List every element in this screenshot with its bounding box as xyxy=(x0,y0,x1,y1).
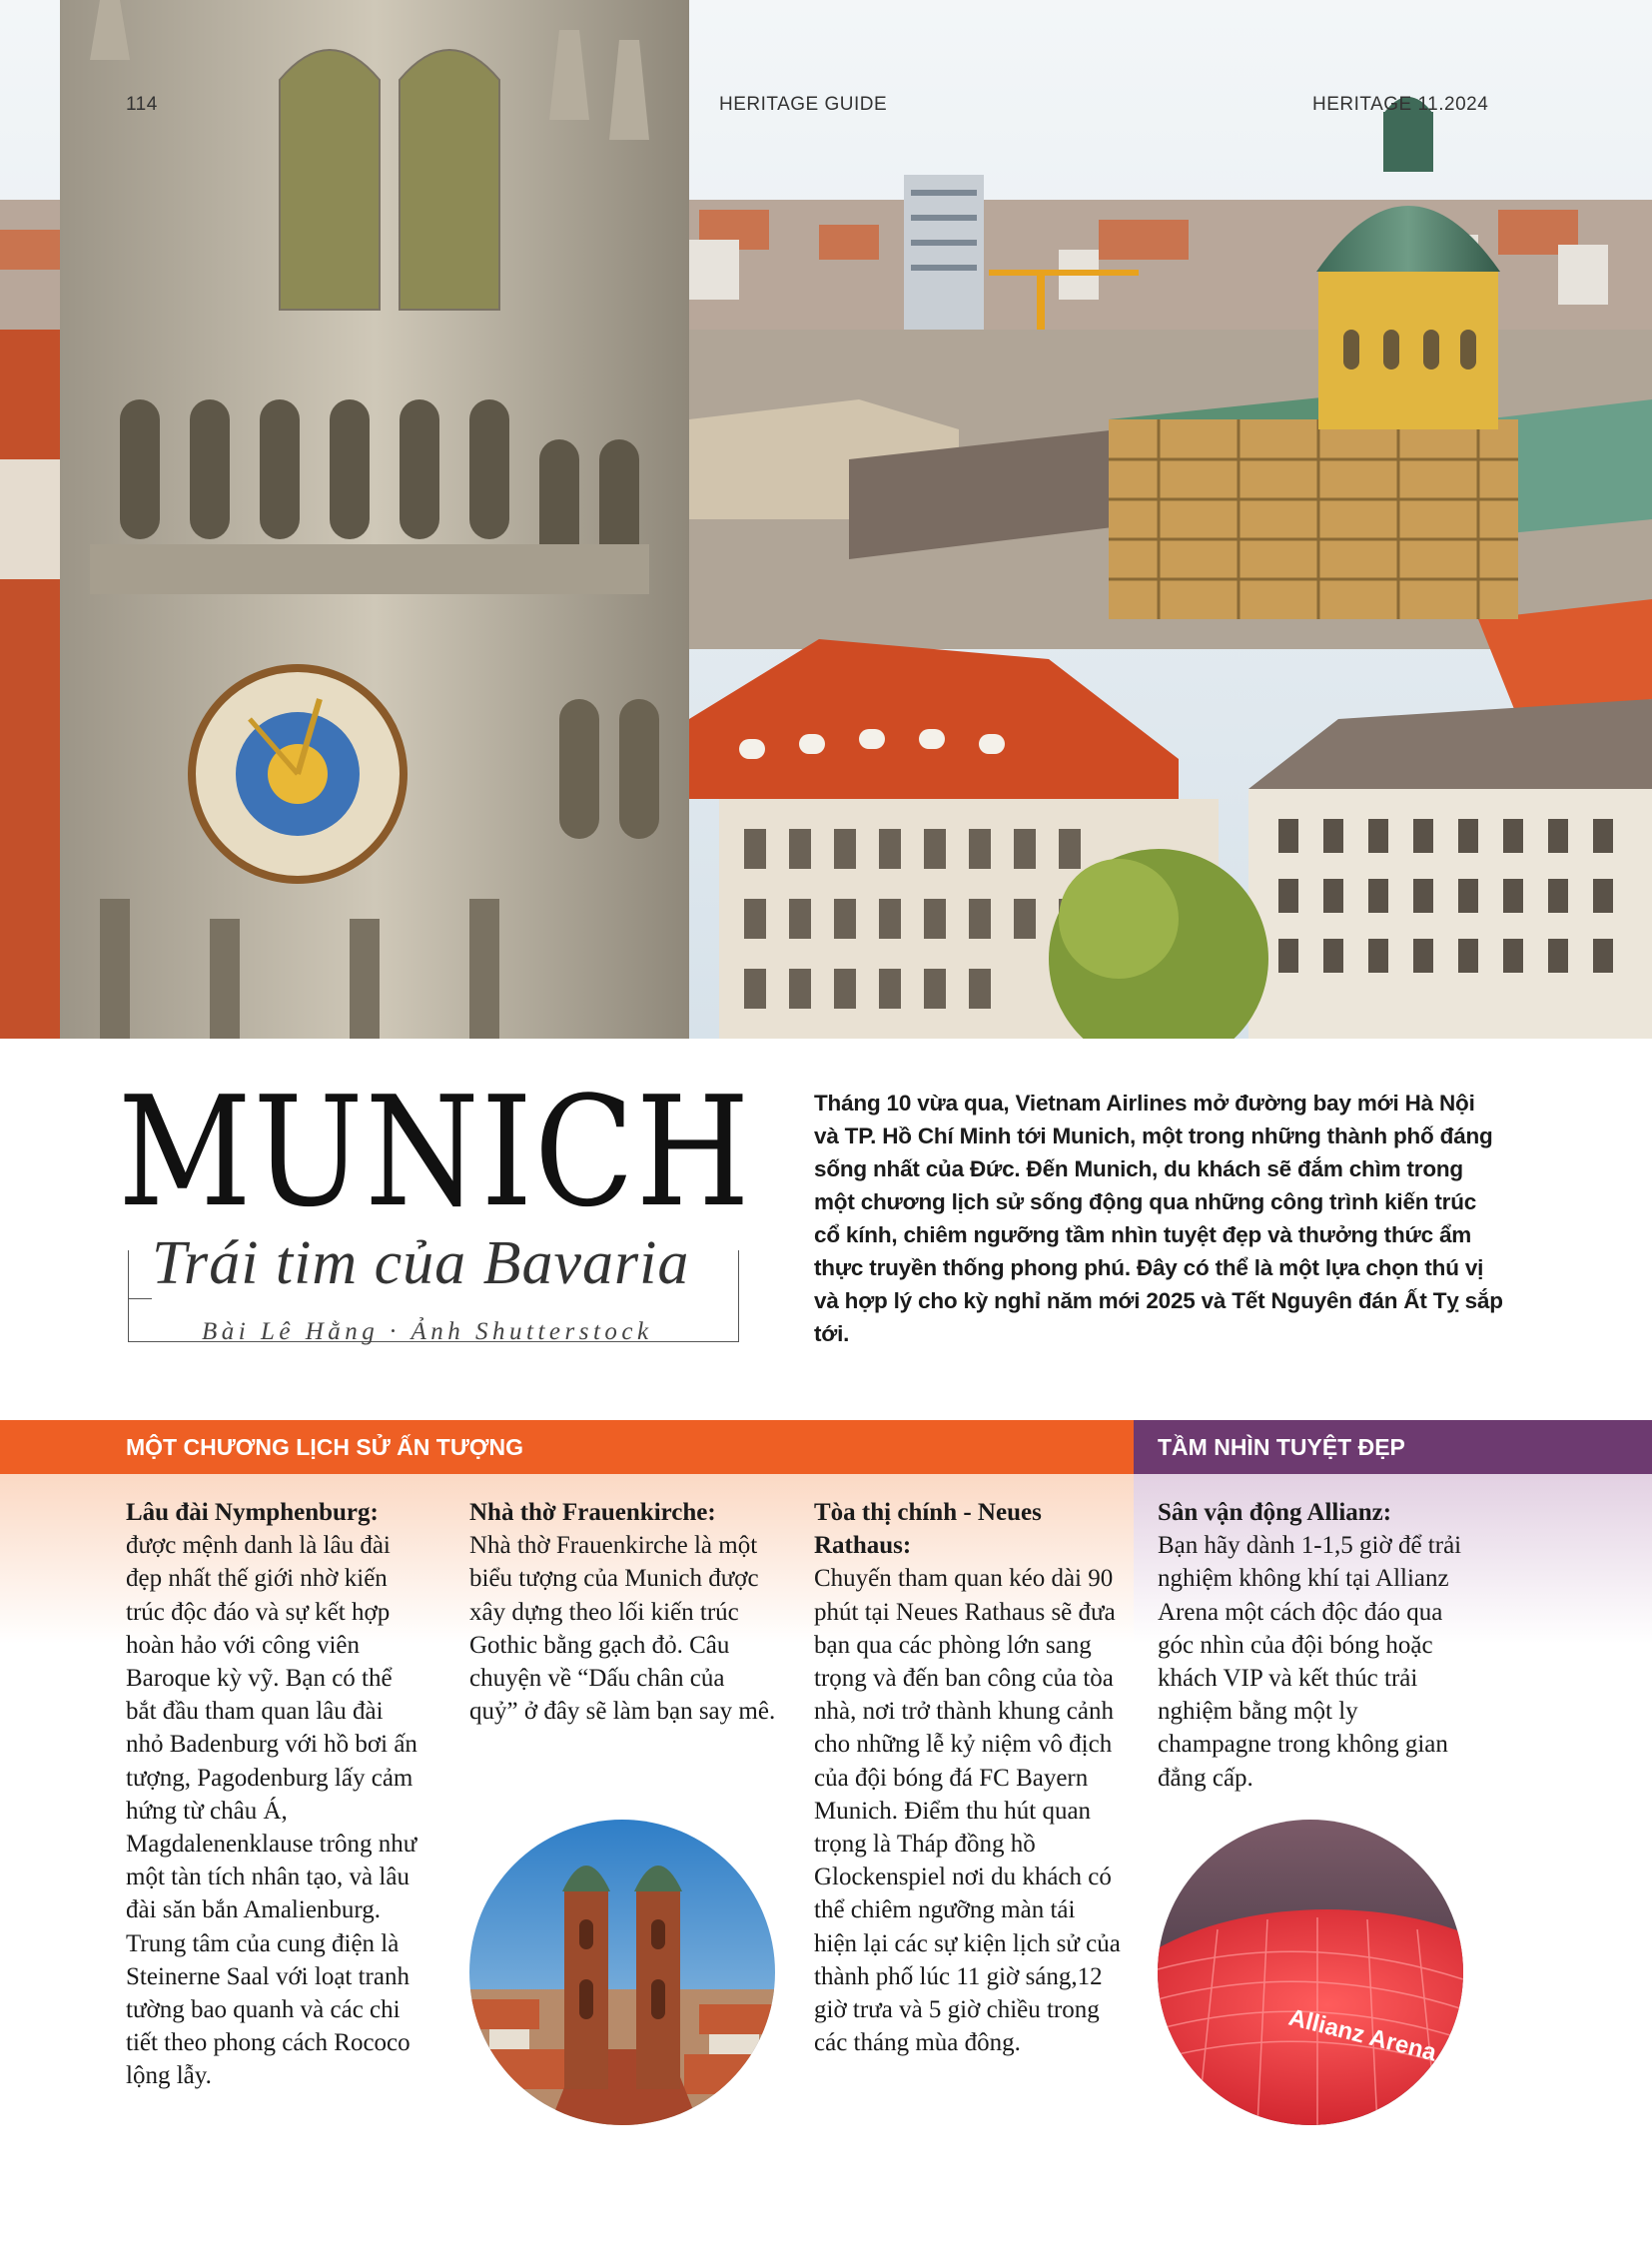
page-number: 114 xyxy=(126,94,158,115)
article-title: MUNICH xyxy=(118,1064,752,1240)
allianz-arena-photo xyxy=(1158,1820,1463,2125)
column-heading: Tòa thị chính - Neues Rathaus: xyxy=(814,1499,1042,1560)
column-neues-rathaus xyxy=(814,1496,1124,2059)
column-nymphenburg xyxy=(126,1496,425,2093)
column-heading: Sân vận động Allianz: xyxy=(1158,1499,1392,1526)
arena-sign: Allianz Arena xyxy=(1285,2003,1439,2067)
publication-name: HERITAGE GUIDE xyxy=(719,94,888,115)
column-heading: Lâu đài Nymphenburg: xyxy=(126,1499,379,1526)
column-body: Nhà thờ Frauenkirche là một biểu tượng của Munich được xây dựng theo lối kiến trúc Gothic bằng gạch đỏ. Câu chuyện về “Dấu chân của quỷ” ở đây sẽ làm bạn say mê. xyxy=(469,1532,776,1726)
column-body: Bạn hãy dành 1-1,5 giờ để trải nghiệm không khí tại Allianz Arena một cách độc đáo qua góc nhìn của đội bóng hoặc khách VIP và kết thúc trải nghiệm bằng một ly champagne trong không gian đẳng cấp. xyxy=(1158,1532,1462,1792)
article-byline: Bài Lê Hằng · Ảnh Shutterstock xyxy=(202,1318,653,1345)
column-body: Chuyến tham quan kéo dài 90 phút tại Neues Rathaus sẽ đưa bạn qua các phòng lớn sang trọng và đến ban công của tòa nhà, nơi trở thành khung cảnh cho những lễ kỷ niệm vô địch của đội bóng đá FC Bayern Munich. Điểm thu hút quan trọng là Tháp đồng hồ Glockenspiel nơi du khách có thể chiêm ngưỡng màn tái hiện lại các sự kiện lịch sử của thành phố lúc 11 giờ sáng,12 giờ trưa và 5 giờ chiều trong các tháng mùa đông. xyxy=(814,1565,1121,2057)
column-frauenkirche xyxy=(469,1496,779,1728)
frauenkirche-photo xyxy=(469,1820,775,2125)
column-allianz xyxy=(1158,1496,1477,1795)
article-subtitle: Trái tim của Bavaria xyxy=(152,1229,690,1297)
allianz-arena-illustration xyxy=(1158,1820,1463,2125)
issue-label: HERITAGE 11.2024 xyxy=(1312,94,1489,115)
section-header-history: MỘT CHƯƠNG LỊCH SỬ ẤN TƯỢNG xyxy=(0,1420,1134,1474)
article-lead: Tháng 10 vừa qua, Vietnam Airlines mở đường bay mới Hà Nội và TP. Hồ Chí Minh tới Munich, một trong những thành phố đáng sống nhất của Đức. Đến Munich, du khách sẽ đắm chìm trong một chương lịch sử sống động qua những công trình kiến trúc cổ kính, chiêm ngưỡng tầm nhìn tuyệt đẹp và thưởng thức ẩm thực truyền thống phong phú. Đây có thể là một lựa chọn thú vị và hợp lý cho kỳ nghỉ năm mới 2025 và Tết Nguyên đán Ất Tỵ sắp tới. xyxy=(814,1091,1503,1346)
hero-photo xyxy=(0,0,1652,1039)
munich-cityscape-illustration xyxy=(0,0,1652,1039)
column-body: được mệnh danh là lâu đài đẹp nhất thế giới nhờ kiến trúc độc đáo và sự kết hợp hoàn hảo với công viên Baroque kỳ vỹ. Bạn có thể bắt đầu tham quan lâu đài nhỏ Badenburg với hồ bơi ấn tượng, Pagodenburg lấy cảm hứng từ châu Á, Magdalenenklause trông như một tàn tích nhân tạo, và lâu đài săn bắn Amalienburg. Trung tâm của cung điện là Steinerne Saal với loạt tranh tường bao quanh và các chi tiết theo phong cách Rococo lộng lẫy. xyxy=(126,1532,417,2090)
column-heading: Nhà thờ Frauenkirche: xyxy=(469,1499,716,1526)
frauenkirche-illustration xyxy=(469,1820,775,2125)
section-header-view: TẦM NHÌN TUYỆT ĐẸP xyxy=(1134,1420,1652,1474)
